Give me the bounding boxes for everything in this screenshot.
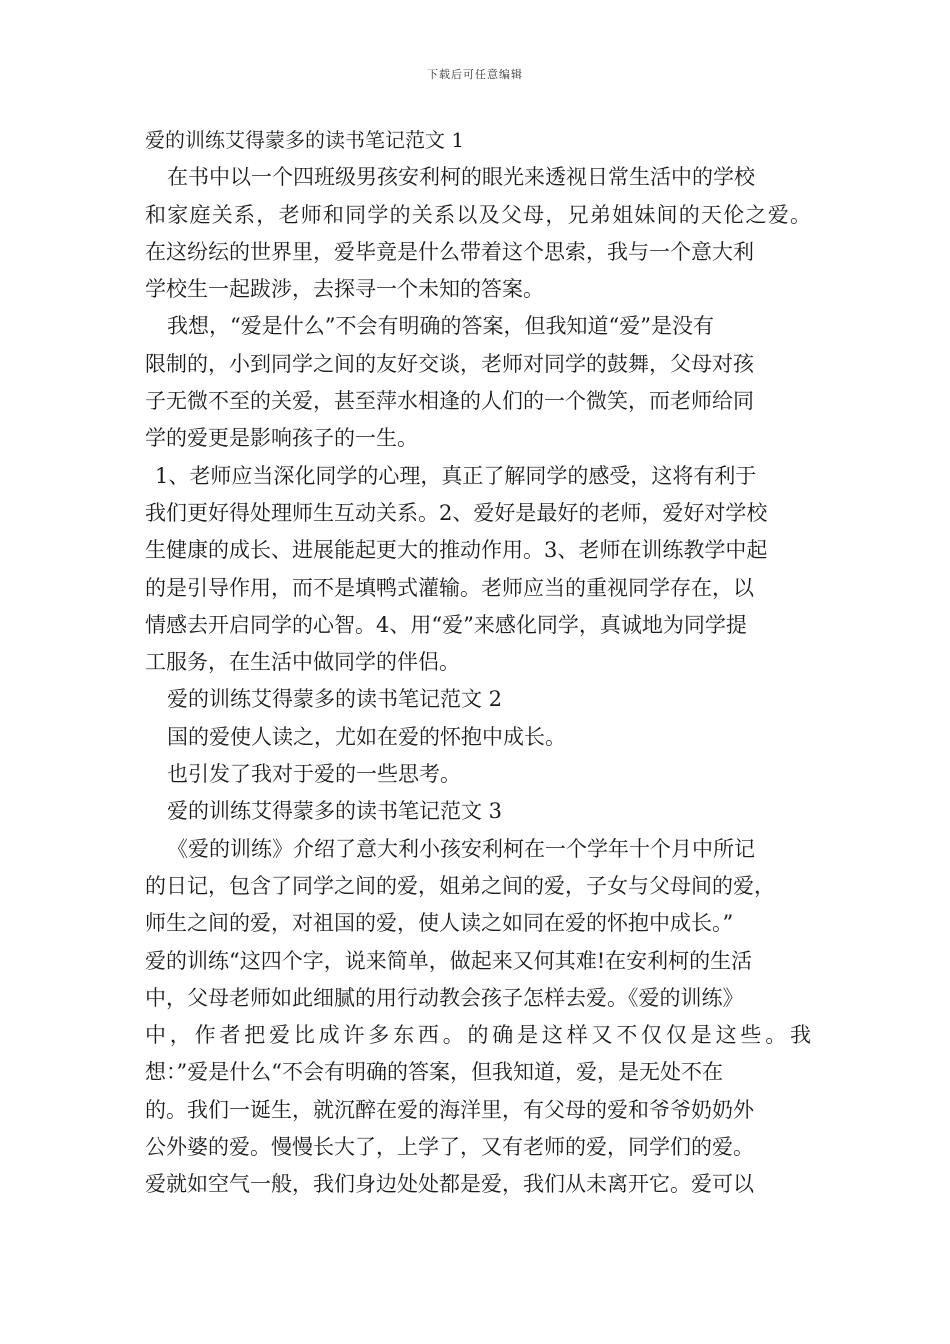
paragraph-line: 也引发了我对于爱的一些思考。 bbox=[167, 762, 461, 787]
paragraph-line: 中，父母老师如此细腻的用行动教会孩子怎样去爱。《爱的训练》 bbox=[145, 985, 744, 1010]
section-heading-2: 爱的训练艾得蒙多的读书笔记范文 2 bbox=[167, 687, 503, 712]
paragraph-line: 限制的，小到同学之间的友好交谈，老师对同学的鼓舞，父母对孩 bbox=[145, 351, 754, 376]
paragraph-line: 1、老师应当深化同学的心理，真正了解同学的感受，这将有利于 bbox=[155, 463, 757, 488]
page-header-note: 下载后可任意编辑 bbox=[427, 68, 523, 81]
document-body bbox=[145, 122, 811, 1204]
paragraph-line: 和家庭关系，老师和同学的关系以及父母，兄弟姐妹间的天伦之爱。 bbox=[145, 202, 811, 227]
paragraph-line: 在这纷纭的世界里，爱毕竟是什么带着这个思索，我与一个意大利 bbox=[145, 239, 754, 264]
paragraph-line: 我想，“爱是什么”不会有明确的答案，但我知道“爱”是没有 bbox=[167, 314, 714, 339]
section-heading-3: 爱的训练艾得蒙多的读书笔记范文 3 bbox=[167, 799, 503, 824]
paragraph-line: 的是引导作用，而不是填鸭式灌输。老师应当的重视同学存在，以 bbox=[145, 575, 754, 600]
paragraph-line: 我们更好得处理师生互动关系。2、爱好是最好的老师，爱好对学校 bbox=[145, 500, 768, 525]
paragraph-line: 的日记，包含了同学之间的爱，姐弟之间的爱，子女与父母间的爱， bbox=[145, 873, 775, 898]
paragraph-line: 《爱的训练》介绍了意大利小孩安利柯在一个学年十个月中所记 bbox=[167, 836, 755, 861]
paragraph-line: 爱的训练“这四个字，说来简单，做起来又何其难!在安利柯的生活 bbox=[145, 948, 753, 973]
paragraph-line: 工服务，在生活中做同学的伴侣。 bbox=[145, 650, 460, 675]
paragraph-line: 在书中以一个四班级男孩安利柯的眼光来透视日常生活中的学校 bbox=[167, 165, 755, 190]
paragraph-line: 学校生一起跋涉，去探寻一个未知的答案。 bbox=[145, 277, 544, 302]
paragraph-line: 爱就如空气一般，我们身边处处都是爱，我们从未离开它。爱可以 bbox=[145, 1172, 754, 1197]
paragraph-line: 想：”爱是什么“不会有明确的答案，但我知道，爱，是无处不在 bbox=[145, 1060, 723, 1085]
paragraph-line: 师生之间的爱，对祖国的爱，使人读之如同在爱的怀抱中成长。” bbox=[145, 911, 734, 936]
section-heading-1: 爱的训练艾得蒙多的读书笔记范文 1 bbox=[145, 128, 465, 152]
paragraph-line: 子无微不至的关爱，甚至萍水相逢的人们的一个微笑，而老师给同 bbox=[145, 389, 754, 414]
paragraph-line: 生健康的成长、进展能起更大的推动作用。3、老师在训练教学中起 bbox=[145, 538, 768, 563]
paragraph-line: 学的爱更是影响孩子的一生。 bbox=[145, 426, 418, 451]
paragraph-line: 的。我们一诞生，就沉醉在爱的海洋里，有父母的爱和爷爷奶奶外 bbox=[145, 1097, 754, 1122]
paragraph-line: 国的爱使人读之，尤如在爱的怀抱中成长。 bbox=[167, 724, 566, 749]
paragraph-line: 情感去开启同学的心智。4、用“爱”来感化同学，真诚地为同学提 bbox=[145, 612, 747, 637]
paragraph-line: 公外婆的爱。慢慢长大了，上学了，又有老师的爱，同学们的爱。 bbox=[145, 1135, 754, 1160]
paragraph-line: 中，作者把爱比成许多东西。的确是这样又不仅仅是这些。我 bbox=[145, 1023, 811, 1048]
